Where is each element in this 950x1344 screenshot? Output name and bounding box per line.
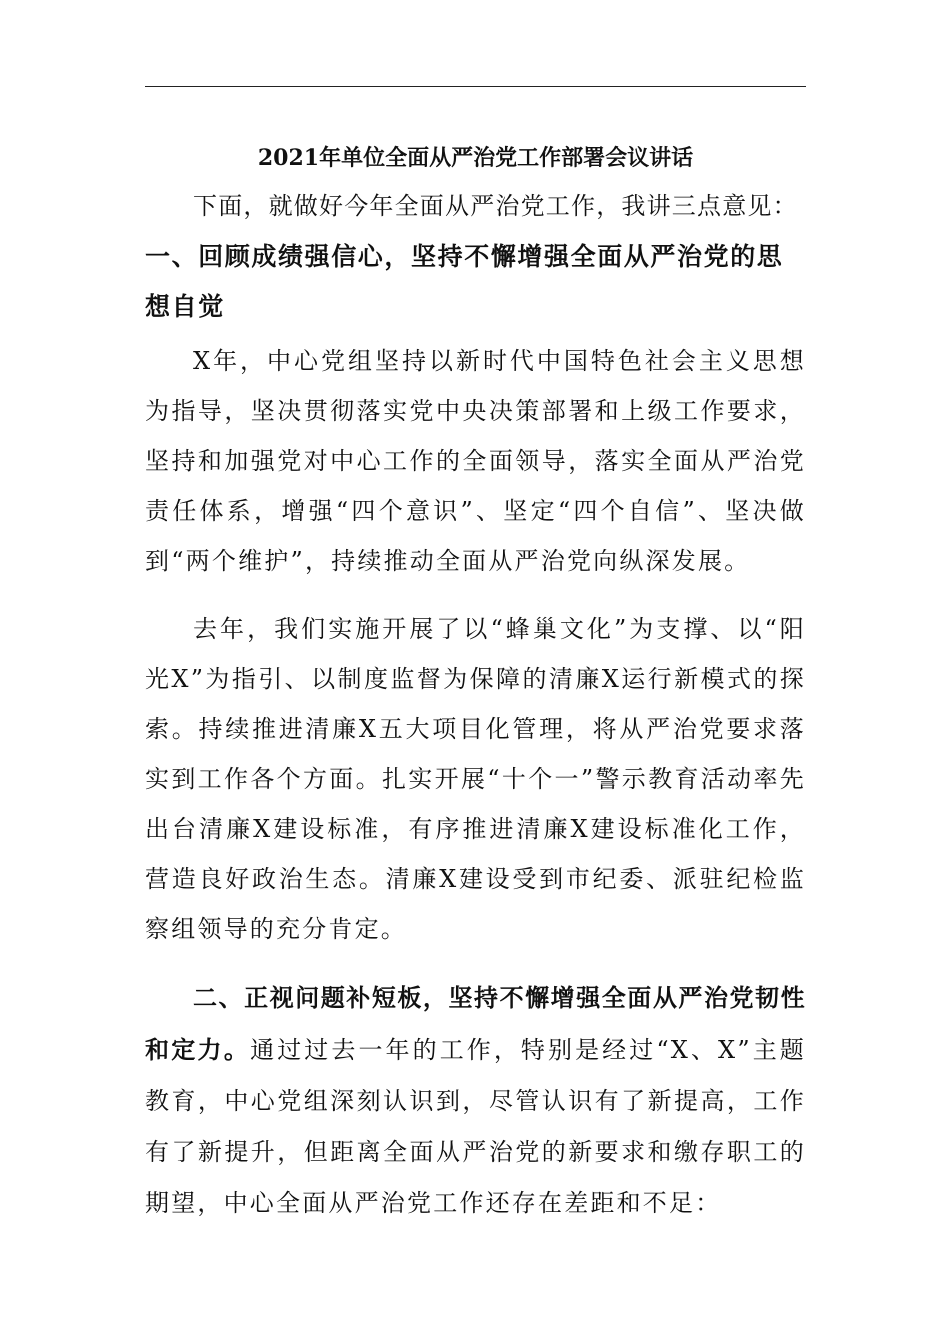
section-2-heading: 二、正视问题补短板，坚持不懈增强全面从严治党韧性和定力。 bbox=[145, 983, 806, 1064]
intro-paragraph: 下面，就做好今年全面从严治党工作，我讲三点意见： bbox=[193, 192, 798, 220]
section-1-paragraph-1: X年，中心党组坚持以新时代中国特色社会主义思想为指导，坚决贯彻落实党中央决策部署和上级工作要求，坚持和加强党对中心工作的全面领导，落实全面从严治党责任体系，增强“四个意识”、坚定“四个自信”、坚决做到“两个维护”，持续推动全面从严治党向纵深发展。 bbox=[145, 347, 806, 575]
section-1-heading: 一、回顾成绩强信心，坚持不懈增强全面从严治党的思想自觉 bbox=[145, 242, 784, 321]
section-2-body: 通过过去一年的工作，特别是经过“X、X”主题教育，中心党组深刻认识到，尽管认识有了新提高，工作有了新提升，但距离全面从严治党的新要求和缴存职工的期望，中心全面从严治党工作还存在差距和不足： bbox=[145, 1036, 806, 1217]
section-1-paragraph-2: 去年，我们实施开展了以“蜂巢文化”为支撑、以“阳光X”为指引、以制度监督为保障的清廉X运行新模式的探索。持续推进清廉X五大项目化管理，将从严治党要求落实到工作各个方面。扎实开展“十个一”警示教育活动率先出台清廉X建设标准，有序推进清廉X建设标准化工作，营造良好政治生态。清廉X建设受到市纪委、派驻纪检监察组领导的充分肯定。 bbox=[145, 615, 806, 943]
header-rule bbox=[145, 86, 806, 87]
document-body bbox=[145, 140, 806, 1229]
document-title: 2021年单位全面从严治党工作部署会议讲话 bbox=[257, 145, 694, 171]
section-2-paragraph bbox=[145, 972, 806, 1229]
